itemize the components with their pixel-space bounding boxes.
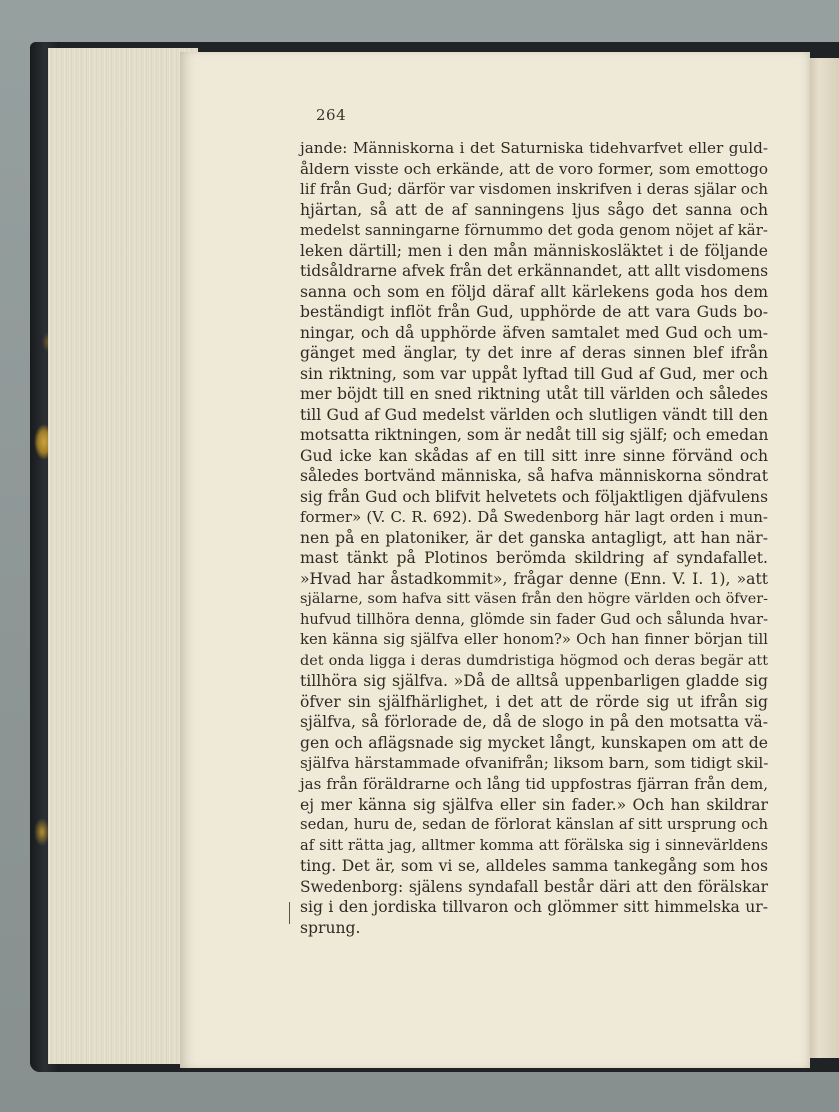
text-line: ej mer känna sig själfva eller sin fader.» Och han skildrar <box>300 795 768 814</box>
text-line: ningar, och då upphörde äfven samtalet med Gud och um- <box>300 323 768 342</box>
text-line: leken därtill; men i den mån människosläktet i de följande <box>300 241 768 260</box>
text-line: »Hvad har åstadkommit», frågar denne (Enn. V. I. 1), »att <box>300 569 768 588</box>
margin-pencil-mark <box>289 902 290 924</box>
text-line: själfva härstammade ofvanifrån; liksom barn, som tidigt skil- <box>300 754 769 773</box>
text-line: beständigt inflöt från Gud, upphörde de att vara Guds bo- <box>300 303 768 322</box>
page-number: 264 <box>316 106 347 124</box>
text-line: själarne, som hafva sitt väsen från den högre världen och öfver- <box>300 591 768 608</box>
text-line: jas från föräldrarne och lång tid uppfostras fjärran från dem, <box>300 774 768 793</box>
text-line: motsatta riktningen, som är nedåt till sig själf; och emedan <box>300 426 769 445</box>
text-line: mast tänkt på Plotinos berömda skildring af syndafallet. <box>300 549 768 568</box>
text-line: till Gud af Gud medelst världen och slutligen vändt till den <box>300 405 768 424</box>
text-line: medelst sanningarne förnummo det goda genom nöjet af kär- <box>300 221 768 240</box>
text-line: lif från Gud; därför var visdomen inskrifven i deras själar och <box>300 180 768 199</box>
text-line: sedan, huru de, sedan de förlorat känslan af sitt ursprung och <box>300 816 768 834</box>
text-line: ken känna sig själfva eller honom?» Och han finner början till <box>300 631 768 649</box>
text-line: gen och aflägsnade sig mycket långt, kunskapen om att de <box>300 733 768 752</box>
text-line: sig från Gud och blifvit helvetets och följaktligen djäfvulens <box>300 487 768 506</box>
text-line: således bortvänd människa, så hafva människorna söndrat <box>300 467 768 486</box>
text-line: sig i den jordiska tillvaron och glömmer sitt himmelska ur- <box>300 898 768 917</box>
text-line: af sitt rätta jag, alltmer komma att förälska sig i sinnevärldens <box>300 836 768 854</box>
text-line: hjärtan, så att de af sanningens ljus sågo det sanna och <box>300 200 768 219</box>
text-line: hufvud tillhöra denna, glömde sin fader Gud och sålunda hvar- <box>300 610 768 628</box>
text-line: Gud icke kan skådas af en till sitt inre sinne förvänd och <box>300 446 768 465</box>
text-line: tillhöra sig själfva. »Då de alltså uppenbarligen gladde sig <box>300 672 768 691</box>
text-line: sin riktning, som var uppåt lyftad till Gud af Gud, mer och <box>300 364 768 383</box>
text-line: åldern visste och erkände, att de voro former, som emottogo <box>300 159 768 178</box>
text-line: själfva, så förlorade de, då de slogo in på den motsatta vä- <box>300 713 768 732</box>
text-line: ting. Det är, som vi se, alldeles samma tankegång som hos <box>300 857 768 876</box>
text-line: sanna och som en följd däraf allt kärlekens goda hos dem <box>300 282 768 301</box>
text-line: det onda ligga i deras dumdristiga högmod och deras begär att <box>300 652 768 669</box>
text-line: Swedenborg: själens syndafall består däri att den förälskar <box>300 877 768 896</box>
text-line: mer böjdt till en sned riktning utåt till världen och således <box>300 385 768 404</box>
text-line: gänget med änglar, ty det inre af deras sinnen blef ifrån <box>300 344 768 363</box>
text-line: nen på en platoniker, är det ganska antagligt, att han när- <box>300 528 768 547</box>
text-line: tidsåldrarne afvek från det erkännandet, att allt visdomens <box>300 262 769 281</box>
page-edges-stack <box>48 48 198 1064</box>
text-line: jande: Människorna i det Saturniska tidehvarfvet eller guld- <box>300 139 768 157</box>
body-text <box>300 138 768 938</box>
facing-page-edge <box>806 58 839 1058</box>
text-line: former» (V. C. R. 692). Då Swedenborg här lagt orden i mun- <box>300 508 768 527</box>
text-line: sprung. <box>300 918 361 937</box>
text-line: öfver sin själfhärlighet, i det att de rörde sig ut ifrån sig <box>300 692 768 711</box>
